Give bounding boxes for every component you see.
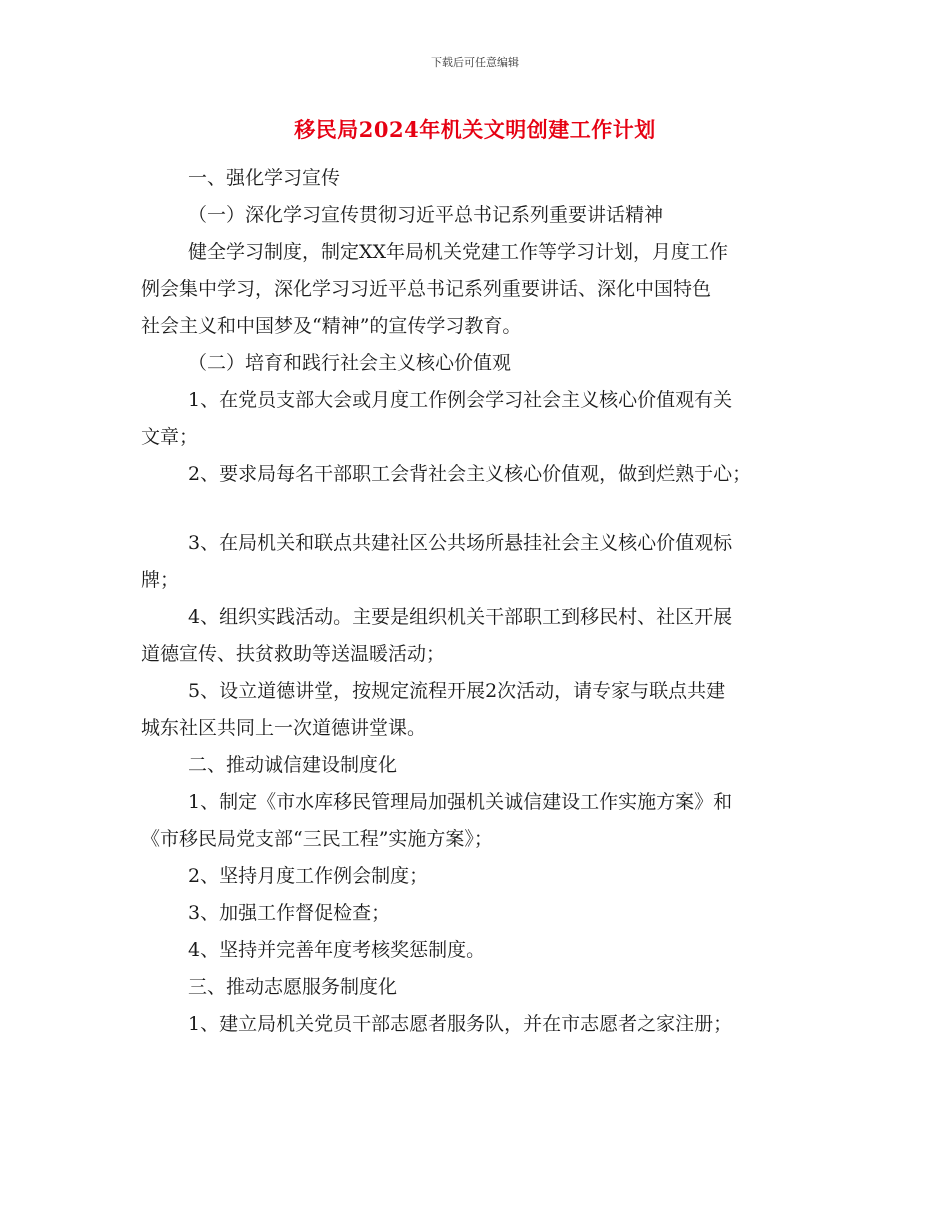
list-item-line: 城东社区共同上一次道德讲堂课。 xyxy=(141,717,427,739)
list-item-line: 5、设立道德讲堂，按规定流程开展2次活动，请专家与联点共建 xyxy=(188,680,726,702)
section-heading-2: 二、推动诚信建设制度化 xyxy=(188,754,398,776)
list-item-line: 4、坚持并完善年度考核奖惩制度。 xyxy=(188,939,486,961)
list-item-line: 1、在党员支部大会或月度工作例会学习社会主义核心价值观有关 xyxy=(188,389,733,411)
paragraph-line: 例会集中学习，深化学习习近平总书记系列重要讲话、深化中国特色 xyxy=(141,278,712,300)
section-heading-3: 三、推动志愿服务制度化 xyxy=(188,976,398,998)
list-item-line: 2、要求局每名干部职工会背社会主义核心价值观，做到烂熟于心； xyxy=(188,463,752,485)
header-note: 下载后可任意编辑 xyxy=(431,56,519,69)
paragraph-line: 健全学习制度，制定XX年局机关党建工作等学习计划，月度工作 xyxy=(188,241,729,263)
list-item-line: 牌； xyxy=(141,569,180,591)
list-item-line: 《市移民局党支部“三民工程”实施方案》； xyxy=(141,828,493,850)
subsection-heading-1-2: （二）培育和践行社会主义核心价值观 xyxy=(188,352,512,374)
list-item-line: 3、在局机关和联点共建社区公共场所悬挂社会主义核心价值观标 xyxy=(188,532,733,554)
list-item-line: 文章； xyxy=(141,426,199,448)
blank-gap xyxy=(141,493,821,525)
list-item-line: 1、建立局机关党员干部志愿者服务队，并在市志愿者之家注册； xyxy=(188,1013,733,1035)
list-item-line: 2、坚持月度工作例会制度； xyxy=(188,865,429,887)
document-title: 移民局2024年机关文明创建工作计划 xyxy=(294,117,656,142)
list-item-line: 3、加强工作督促检查； xyxy=(188,902,391,924)
list-item-line: 1、制定《市水库移民管理局加强机关诚信建设工作实施方案》和 xyxy=(188,791,733,813)
list-item-line: 4、组织实践活动。主要是组织机关干部职工到移民村、社区开展 xyxy=(188,606,733,628)
document-body xyxy=(141,160,821,1043)
list-item-line: 道德宣传、扶贫救助等送温暖活动； xyxy=(141,643,446,665)
subsection-heading-1-1: （一）深化学习宣传贯彻习近平总书记系列重要讲话精神 xyxy=(188,204,664,226)
paragraph-line: 社会主义和中国梦及“精神”的宣传学习教育。 xyxy=(141,315,522,337)
section-heading-1: 一、强化学习宣传 xyxy=(188,167,341,189)
